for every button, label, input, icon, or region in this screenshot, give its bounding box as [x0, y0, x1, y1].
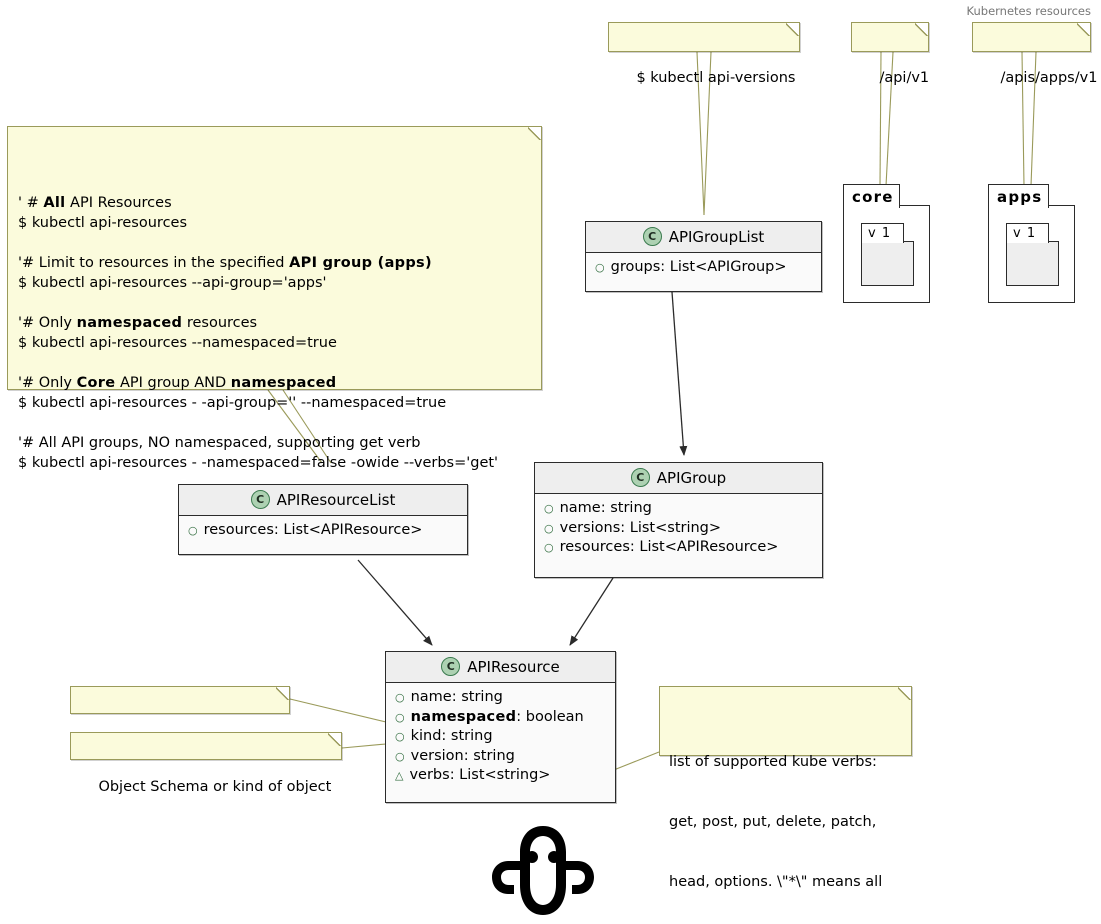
note-text-line: [18, 213, 531, 233]
class-apigroup[interactable]: [534, 462, 823, 578]
class-attribute: [395, 766, 606, 786]
visibility-public-icon: ○: [395, 730, 405, 743]
attribute-type: : boolean: [516, 708, 584, 725]
note-text-line: get, post, put, delete, patch,: [669, 814, 877, 830]
note-api-resources-commands: [7, 126, 542, 471]
package-core-version-tab: v 1: [861, 223, 904, 243]
package-core-tab: core: [843, 184, 900, 208]
note-segment: '# Limit to resources in the specified: [18, 255, 290, 271]
note-text-line: head, options. \"*\" means all: [669, 874, 883, 890]
note-fold-icon: [328, 733, 341, 746]
note-text-line: list of supported kube verbs:: [669, 754, 877, 770]
note-apis-apps-v1-path: [972, 22, 1098, 86]
note-text: /api/v1: [879, 70, 930, 86]
note-segment: $ kubectl api-resources - -namespaced=false -owide --verbs='get': [18, 455, 499, 471]
note-text-line: [18, 373, 531, 393]
note-fold-icon: [898, 687, 911, 700]
class-attributes: [386, 683, 615, 793]
attribute-text: resources: List<APIResource>: [203, 522, 423, 538]
class-attribute: [544, 499, 813, 519]
package-core-version-body: [861, 241, 914, 286]
note-emphasis: namespaced: [230, 375, 337, 391]
note-segment: $ kubectl api-resources: [18, 215, 188, 231]
class-attribute: [188, 521, 458, 541]
visibility-public-icon: ○: [544, 541, 554, 554]
note-segment: ' #: [18, 195, 44, 211]
class-header: [386, 652, 615, 683]
note-fold-icon: [786, 23, 799, 36]
note-segment: '# Only: [18, 375, 77, 391]
class-attributes: [179, 516, 467, 548]
class-title: APIGroupList: [668, 227, 765, 246]
attribute-text: name: string: [559, 500, 652, 516]
note-segment: $ kubectl api-resources --api-group='apps': [18, 275, 327, 291]
class-header: [179, 485, 467, 516]
note-verbs-hint: [659, 686, 912, 890]
class-title: APIGroup: [656, 468, 727, 487]
class-apigrouplist[interactable]: [585, 221, 822, 292]
class-stereotype-icon: C: [643, 227, 662, 246]
visibility-public-icon: ○: [595, 261, 605, 274]
class-attribute: [544, 519, 813, 539]
class-attribute: [395, 688, 606, 708]
class-stereotype-icon: C: [251, 490, 270, 509]
note-api-v1-path: [851, 22, 930, 86]
note-text-line: [18, 333, 531, 353]
class-attributes: [535, 494, 822, 565]
attribute-text: groups: List<APIGroup>: [610, 259, 787, 275]
class-stereotype-icon: C: [631, 468, 650, 487]
attribute-text: name: string: [410, 689, 503, 705]
note-fold-icon: [528, 127, 541, 140]
visibility-protected-icon: △: [395, 769, 404, 782]
note-namespaced-hint: [70, 686, 290, 714]
visibility-public-icon: ○: [395, 749, 405, 763]
note-text: $ kubectl api-versions: [636, 70, 796, 86]
note-text-line: [18, 273, 531, 293]
note-text-line: [18, 293, 531, 313]
visibility-public-icon: ○: [544, 502, 554, 515]
note-segment: API Resources: [65, 195, 172, 211]
class-title: APIResourceList: [276, 490, 396, 509]
class-attribute: [395, 747, 606, 767]
note-text-line: [18, 233, 531, 253]
note-fold-icon: [1077, 23, 1090, 36]
note-kubectl-api-versions: [608, 22, 800, 86]
note-text-line: [18, 253, 531, 273]
note-emphasis: All: [43, 195, 66, 211]
note-emphasis: namespaced: [76, 315, 183, 331]
note-segment: '# All API groups, NO namespaced, supporting get verb: [18, 435, 421, 451]
note-text-line: [18, 413, 531, 433]
class-header: [535, 463, 822, 494]
note-text: /apis/apps/v1: [1000, 70, 1098, 86]
note-segment: API group AND: [115, 375, 231, 391]
class-apiresourcelist[interactable]: [178, 484, 468, 555]
note-segment: resources: [182, 315, 258, 331]
attribute-text: resources: List<APIResource>: [559, 539, 779, 555]
visibility-public-icon: ○: [395, 710, 405, 724]
attribute-name-bold: namespaced: [410, 708, 517, 725]
class-attribute: [595, 258, 812, 278]
package-apps-version-body: [1006, 241, 1059, 286]
note-text-line: [18, 433, 531, 453]
class-title: APIResource: [467, 657, 560, 676]
note-text-line: [18, 393, 531, 413]
note-fold-icon: [915, 23, 928, 36]
note-fold-icon: [276, 687, 289, 700]
visibility-public-icon: ○: [395, 691, 405, 704]
note-emphasis: Core: [76, 375, 116, 391]
diagram-corner-label: Kubernetes resources: [966, 4, 1091, 18]
note-text-line: [18, 453, 531, 473]
attribute-text: version: string: [410, 747, 515, 764]
attribute-text: versions: List<string>: [559, 519, 722, 536]
note-text-line: [18, 193, 531, 213]
class-apiresource[interactable]: [385, 651, 616, 803]
class-stereotype-icon: C: [441, 657, 460, 676]
class-attribute: [395, 727, 606, 747]
class-attributes: [586, 253, 821, 285]
package-apps-tab: apps: [988, 184, 1049, 208]
note-emphasis: API group (apps): [289, 255, 432, 271]
visibility-public-icon: ○: [188, 524, 198, 537]
plantuml-logo-icon: [487, 823, 599, 918]
note-api-resources-body: [18, 193, 531, 473]
note-segment: $ kubectl api-resources --namespaced=true: [18, 335, 337, 351]
note-kind-hint: [70, 732, 342, 795]
attribute-text: kind: string: [410, 728, 493, 744]
visibility-public-icon: ○: [544, 521, 554, 535]
attribute-text: verbs: List<string>: [409, 767, 551, 783]
class-attribute: [544, 538, 813, 558]
class-header: [586, 222, 821, 253]
package-apps-version-tab: v 1: [1006, 223, 1049, 243]
attribute-text: [411, 708, 584, 728]
note-segment: $ kubectl api-resources - -api-group='' --namespaced=true: [18, 395, 447, 411]
class-attribute-namespaced: [395, 708, 606, 728]
note-text-line: [18, 353, 531, 373]
note-text-line: [18, 313, 531, 333]
note-segment: '# Only: [18, 315, 77, 331]
note-text: Object Schema or kind of object: [98, 779, 332, 795]
